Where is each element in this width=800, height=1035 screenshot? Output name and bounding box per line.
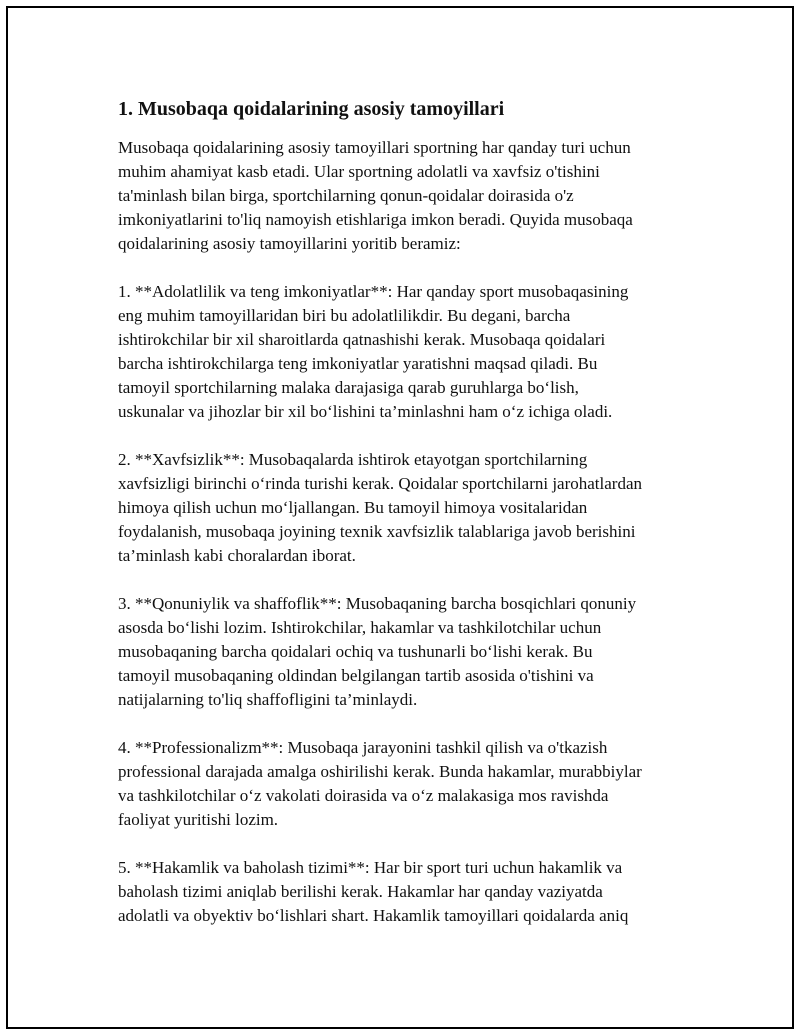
principle-judging-paragraph: 5. **Hakamlik va baholash tizimi**: Har bir sport turi uchun hakamlik va baholash tizimi aniqlab berilishi kerak. Hakamlar har qanday vaziyatda adolatli va obyektiv bo‘lishlari shart. Hakamlik tamoyillari qoidalarda aniq xyxy=(118,858,629,925)
intro-paragraph: Musobaqa qoidalarining asosiy tamoyillari sportning har qanday turi uchun muhim ahamiyat kasb etadi. Ular sportning adolatli va xavfsiz o'tishini ta'minlash bilan birga, sportchilarning qonun-qoidalar doirasida o'z imkoniyatlarini to'liq namoyish etishlariga imkon beradi. Quyida musobaqa qoidalarining asosiy tamoyillarini yoritib beramiz: xyxy=(118,138,633,253)
principle-fairness-paragraph: 1. **Adolatlilik va teng imkoniyatlar**: Har qanday sport musobaqasining eng muhim tamoyillaridan biri bu adolatlilikdir. Bu degani, barcha ishtirokchilar bir xil sharoitlarda qatnashishi kerak. Musobaqa qoidalari barcha ishtirokchilarga teng imkoniyatlar yaratishni maqsad qiladi. Bu tamoyil sportchilarning malaka darajasiga qarab guruhlarga bo‘lish, uskunalar va jihozlar bir xil bo‘lishini ta’minlashni ham o‘z ichiga oladi. xyxy=(118,282,629,421)
principle-safety-paragraph: 2. **Xavfsizlik**: Musobaqalarda ishtirok etayotgan sportchilarning xavfsizligi birinchi o‘rinda turishi kerak. Qoidalar sportchilarni jarohatlardan himoya qilish uchun mo‘ljallangan. Bu tamoyil himoya vositalaridan foydalanish, musobaqa joyining texnik xavfsizlik talablariga javob berishini ta’minlash kabi choralardan iborat. xyxy=(118,450,642,565)
section-heading: 1. Musobaqa qoidalarining asosiy tamoyillari xyxy=(118,98,505,120)
page-frame xyxy=(6,6,794,1029)
principle-legality-paragraph: 3. **Qonuniylik va shaffoflik**: Musobaqaning barcha bosqichlari qonuniy asosda bo‘lishi lozim. Ishtirokchilar, hakamlar va tashkilotchilar uchun musobaqaning barcha qoidalari ochiq va tushunarli bo‘lishi kerak. Bu tamoyil musobaqaning oldindan belgilangan tartib asosida o'tishini va natijalarning to'liq shaffofligini ta’minlaydi. xyxy=(118,594,637,709)
document-body xyxy=(118,96,698,952)
principle-professionalism-paragraph: 4. **Professionalizm**: Musobaqa jarayonini tashkil qilish va o'tkazish professional darajada amalga oshirilishi kerak. Bunda hakamlar, murabbiylar va tashkilotchilar o‘z vakolati doirasida va o‘z malakasiga mos ravishda faoliyat yuritishi lozim. xyxy=(118,738,642,829)
